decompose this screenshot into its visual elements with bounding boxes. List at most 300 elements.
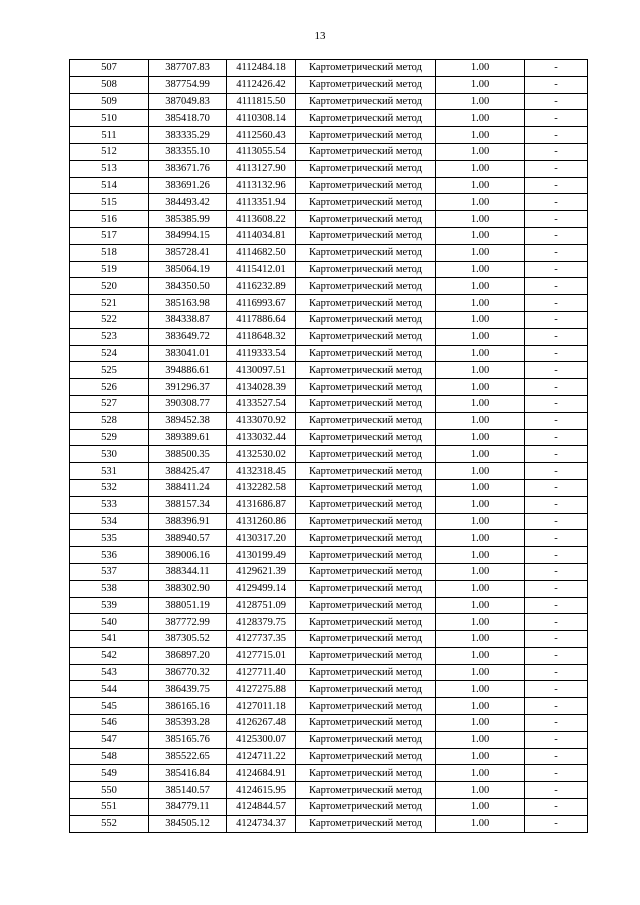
note-cell: - [525, 143, 588, 160]
y-coordinate-cell: 4134028.39 [227, 379, 296, 396]
accuracy-cell: 1.00 [436, 278, 525, 295]
x-coordinate-cell: 386770.32 [149, 664, 227, 681]
x-coordinate-cell: 390308.77 [149, 395, 227, 412]
y-coordinate-cell: 4124711.22 [227, 748, 296, 765]
accuracy-cell: 1.00 [436, 127, 525, 144]
point-number-cell: 532 [70, 479, 149, 496]
y-coordinate-cell: 4126267.48 [227, 715, 296, 732]
method-cell: Картометрический метод [296, 815, 436, 832]
accuracy-cell: 1.00 [436, 664, 525, 681]
method-cell: Картометрический метод [296, 345, 436, 362]
x-coordinate-cell: 383691.26 [149, 177, 227, 194]
method-cell: Картометрический метод [296, 362, 436, 379]
accuracy-cell: 1.00 [436, 631, 525, 648]
y-coordinate-cell: 4112426.42 [227, 76, 296, 93]
method-cell: Картометрический метод [296, 513, 436, 530]
method-cell: Картометрический метод [296, 647, 436, 664]
y-coordinate-cell: 4128379.75 [227, 614, 296, 631]
point-number-cell: 531 [70, 463, 149, 480]
note-cell: - [525, 580, 588, 597]
x-coordinate-cell: 388344.11 [149, 563, 227, 580]
x-coordinate-cell: 385140.57 [149, 782, 227, 799]
point-number-cell: 545 [70, 698, 149, 715]
note-cell: - [525, 362, 588, 379]
method-cell: Картометрический метод [296, 731, 436, 748]
table-row [70, 177, 588, 194]
table-row [70, 362, 588, 379]
accuracy-cell: 1.00 [436, 513, 525, 530]
point-number-cell: 508 [70, 76, 149, 93]
x-coordinate-cell: 385385.99 [149, 211, 227, 228]
accuracy-cell: 1.00 [436, 60, 525, 77]
table-row [70, 681, 588, 698]
accuracy-cell: 1.00 [436, 614, 525, 631]
table-row [70, 664, 588, 681]
point-number-cell: 527 [70, 395, 149, 412]
table-row [70, 278, 588, 295]
table-row [70, 345, 588, 362]
point-number-cell: 518 [70, 244, 149, 261]
table-row [70, 227, 588, 244]
note-cell: - [525, 698, 588, 715]
note-cell: - [525, 664, 588, 681]
note-cell: - [525, 496, 588, 513]
method-cell: Картометрический метод [296, 479, 436, 496]
accuracy-cell: 1.00 [436, 463, 525, 480]
accuracy-cell: 1.00 [436, 227, 525, 244]
note-cell: - [525, 412, 588, 429]
note-cell: - [525, 194, 588, 211]
table-row [70, 261, 588, 278]
point-number-cell: 511 [70, 127, 149, 144]
accuracy-cell: 1.00 [436, 295, 525, 312]
accuracy-cell: 1.00 [436, 395, 525, 412]
table-row [70, 412, 588, 429]
point-number-cell: 525 [70, 362, 149, 379]
accuracy-cell: 1.00 [436, 379, 525, 396]
point-number-cell: 549 [70, 765, 149, 782]
point-number-cell: 544 [70, 681, 149, 698]
note-cell: - [525, 799, 588, 816]
y-coordinate-cell: 4128751.09 [227, 597, 296, 614]
x-coordinate-cell: 388411.24 [149, 479, 227, 496]
x-coordinate-cell: 383671.76 [149, 160, 227, 177]
point-number-cell: 514 [70, 177, 149, 194]
point-number-cell: 521 [70, 295, 149, 312]
x-coordinate-cell: 384338.87 [149, 311, 227, 328]
note-cell: - [525, 513, 588, 530]
note-cell: - [525, 563, 588, 580]
accuracy-cell: 1.00 [436, 563, 525, 580]
y-coordinate-cell: 4130097.51 [227, 362, 296, 379]
y-coordinate-cell: 4110308.14 [227, 110, 296, 127]
table-row [70, 446, 588, 463]
y-coordinate-cell: 4130317.20 [227, 530, 296, 547]
note-cell: - [525, 295, 588, 312]
accuracy-cell: 1.00 [436, 681, 525, 698]
table-row [70, 143, 588, 160]
table-row [70, 513, 588, 530]
accuracy-cell: 1.00 [436, 211, 525, 228]
point-number-cell: 522 [70, 311, 149, 328]
accuracy-cell: 1.00 [436, 731, 525, 748]
y-coordinate-cell: 4129621.39 [227, 563, 296, 580]
method-cell: Картометрический метод [296, 395, 436, 412]
x-coordinate-cell: 385163.98 [149, 295, 227, 312]
method-cell: Картометрический метод [296, 463, 436, 480]
accuracy-cell: 1.00 [436, 530, 525, 547]
note-cell: - [525, 530, 588, 547]
x-coordinate-cell: 387049.83 [149, 93, 227, 110]
y-coordinate-cell: 4124844.57 [227, 799, 296, 816]
method-cell: Картометрический метод [296, 76, 436, 93]
accuracy-cell: 1.00 [436, 328, 525, 345]
point-number-cell: 541 [70, 631, 149, 648]
x-coordinate-cell: 386439.75 [149, 681, 227, 698]
table-row [70, 547, 588, 564]
method-cell: Картометрический метод [296, 328, 436, 345]
x-coordinate-cell: 387754.99 [149, 76, 227, 93]
note-cell: - [525, 244, 588, 261]
y-coordinate-cell: 4113055.54 [227, 143, 296, 160]
y-coordinate-cell: 4127737.35 [227, 631, 296, 648]
point-number-cell: 512 [70, 143, 149, 160]
point-number-cell: 535 [70, 530, 149, 547]
note-cell: - [525, 731, 588, 748]
table-row [70, 563, 588, 580]
point-number-cell: 548 [70, 748, 149, 765]
point-number-cell: 529 [70, 429, 149, 446]
y-coordinate-cell: 4127711.40 [227, 664, 296, 681]
point-number-cell: 550 [70, 782, 149, 799]
y-coordinate-cell: 4119333.54 [227, 345, 296, 362]
note-cell: - [525, 782, 588, 799]
note-cell: - [525, 614, 588, 631]
y-coordinate-cell: 4129499.14 [227, 580, 296, 597]
x-coordinate-cell: 385416.84 [149, 765, 227, 782]
accuracy-cell: 1.00 [436, 748, 525, 765]
x-coordinate-cell: 383355.10 [149, 143, 227, 160]
note-cell: - [525, 110, 588, 127]
table-row [70, 60, 588, 77]
y-coordinate-cell: 4132318.45 [227, 463, 296, 480]
point-number-cell: 528 [70, 412, 149, 429]
y-coordinate-cell: 4114682.50 [227, 244, 296, 261]
x-coordinate-cell: 388396.91 [149, 513, 227, 530]
x-coordinate-cell: 388425.47 [149, 463, 227, 480]
accuracy-cell: 1.00 [436, 799, 525, 816]
point-number-cell: 552 [70, 815, 149, 832]
accuracy-cell: 1.00 [436, 815, 525, 832]
x-coordinate-cell: 388051.19 [149, 597, 227, 614]
y-coordinate-cell: 4132530.02 [227, 446, 296, 463]
y-coordinate-cell: 4112560.43 [227, 127, 296, 144]
method-cell: Картометрический метод [296, 311, 436, 328]
x-coordinate-cell: 384779.11 [149, 799, 227, 816]
table-row [70, 295, 588, 312]
note-cell: - [525, 93, 588, 110]
y-coordinate-cell: 4127715.01 [227, 647, 296, 664]
accuracy-cell: 1.00 [436, 194, 525, 211]
x-coordinate-cell: 384350.50 [149, 278, 227, 295]
table-row [70, 715, 588, 732]
y-coordinate-cell: 4125300.07 [227, 731, 296, 748]
point-number-cell: 520 [70, 278, 149, 295]
y-coordinate-cell: 4112484.18 [227, 60, 296, 77]
table-row [70, 160, 588, 177]
x-coordinate-cell: 383041.01 [149, 345, 227, 362]
accuracy-cell: 1.00 [436, 715, 525, 732]
note-cell: - [525, 681, 588, 698]
point-number-cell: 551 [70, 799, 149, 816]
table-row [70, 799, 588, 816]
point-number-cell: 533 [70, 496, 149, 513]
accuracy-cell: 1.00 [436, 261, 525, 278]
note-cell: - [525, 278, 588, 295]
note-cell: - [525, 765, 588, 782]
y-coordinate-cell: 4118648.32 [227, 328, 296, 345]
note-cell: - [525, 311, 588, 328]
x-coordinate-cell: 388940.57 [149, 530, 227, 547]
page-number: 13 [314, 30, 326, 42]
coordinates-table [69, 59, 588, 833]
x-coordinate-cell: 388500.35 [149, 446, 227, 463]
point-number-cell: 540 [70, 614, 149, 631]
accuracy-cell: 1.00 [436, 311, 525, 328]
accuracy-cell: 1.00 [436, 93, 525, 110]
point-number-cell: 534 [70, 513, 149, 530]
accuracy-cell: 1.00 [436, 76, 525, 93]
note-cell: - [525, 597, 588, 614]
table-row [70, 244, 588, 261]
table-row [70, 379, 588, 396]
x-coordinate-cell: 385393.28 [149, 715, 227, 732]
point-number-cell: 523 [70, 328, 149, 345]
point-number-cell: 536 [70, 547, 149, 564]
x-coordinate-cell: 385522.65 [149, 748, 227, 765]
table-row [70, 429, 588, 446]
method-cell: Картометрический метод [296, 295, 436, 312]
x-coordinate-cell: 387772.99 [149, 614, 227, 631]
point-number-cell: 519 [70, 261, 149, 278]
table-row [70, 311, 588, 328]
point-number-cell: 517 [70, 227, 149, 244]
accuracy-cell: 1.00 [436, 765, 525, 782]
point-number-cell: 513 [70, 160, 149, 177]
x-coordinate-cell: 389389.61 [149, 429, 227, 446]
x-coordinate-cell: 391296.37 [149, 379, 227, 396]
accuracy-cell: 1.00 [436, 446, 525, 463]
table-row [70, 614, 588, 631]
table-row [70, 597, 588, 614]
method-cell: Картометрический метод [296, 194, 436, 211]
point-number-cell: 515 [70, 194, 149, 211]
y-coordinate-cell: 4133070.92 [227, 412, 296, 429]
x-coordinate-cell: 384505.12 [149, 815, 227, 832]
x-coordinate-cell: 389006.16 [149, 547, 227, 564]
point-number-cell: 524 [70, 345, 149, 362]
method-cell: Картометрический метод [296, 177, 436, 194]
note-cell: - [525, 261, 588, 278]
note-cell: - [525, 463, 588, 480]
table-row [70, 647, 588, 664]
note-cell: - [525, 631, 588, 648]
x-coordinate-cell: 385064.19 [149, 261, 227, 278]
x-coordinate-cell: 386897.20 [149, 647, 227, 664]
point-number-cell: 543 [70, 664, 149, 681]
method-cell: Картометрический метод [296, 429, 436, 446]
table-row [70, 127, 588, 144]
method-cell: Картометрический метод [296, 211, 436, 228]
accuracy-cell: 1.00 [436, 698, 525, 715]
method-cell: Картометрический метод [296, 261, 436, 278]
y-coordinate-cell: 4133032.44 [227, 429, 296, 446]
table-row [70, 479, 588, 496]
y-coordinate-cell: 4117886.64 [227, 311, 296, 328]
method-cell: Картометрический метод [296, 563, 436, 580]
note-cell: - [525, 815, 588, 832]
method-cell: Картометрический метод [296, 547, 436, 564]
y-coordinate-cell: 4113127.90 [227, 160, 296, 177]
method-cell: Картометрический метод [296, 698, 436, 715]
y-coordinate-cell: 4115412.01 [227, 261, 296, 278]
table-row [70, 782, 588, 799]
x-coordinate-cell: 386165.16 [149, 698, 227, 715]
table-row [70, 731, 588, 748]
note-cell: - [525, 429, 588, 446]
accuracy-cell: 1.00 [436, 647, 525, 664]
table-row [70, 580, 588, 597]
y-coordinate-cell: 4127275.88 [227, 681, 296, 698]
note-cell: - [525, 177, 588, 194]
table-row [70, 631, 588, 648]
method-cell: Картометрический метод [296, 530, 436, 547]
method-cell: Картометрический метод [296, 93, 436, 110]
x-coordinate-cell: 383335.29 [149, 127, 227, 144]
table-row [70, 76, 588, 93]
method-cell: Картометрический метод [296, 715, 436, 732]
y-coordinate-cell: 4127011.18 [227, 698, 296, 715]
y-coordinate-cell: 4124615.95 [227, 782, 296, 799]
y-coordinate-cell: 4114034.81 [227, 227, 296, 244]
accuracy-cell: 1.00 [436, 362, 525, 379]
table-row [70, 110, 588, 127]
method-cell: Картометрический метод [296, 244, 436, 261]
point-number-cell: 516 [70, 211, 149, 228]
y-coordinate-cell: 4131686.87 [227, 496, 296, 513]
method-cell: Картометрический метод [296, 160, 436, 177]
x-coordinate-cell: 388302.90 [149, 580, 227, 597]
y-coordinate-cell: 4133527.54 [227, 395, 296, 412]
method-cell: Картометрический метод [296, 765, 436, 782]
note-cell: - [525, 395, 588, 412]
note-cell: - [525, 160, 588, 177]
x-coordinate-cell: 385165.76 [149, 731, 227, 748]
y-coordinate-cell: 4124734.37 [227, 815, 296, 832]
note-cell: - [525, 227, 588, 244]
accuracy-cell: 1.00 [436, 496, 525, 513]
x-coordinate-cell: 385728.41 [149, 244, 227, 261]
table-row [70, 463, 588, 480]
accuracy-cell: 1.00 [436, 580, 525, 597]
note-cell: - [525, 547, 588, 564]
method-cell: Картометрический метод [296, 110, 436, 127]
method-cell: Картометрический метод [296, 782, 436, 799]
x-coordinate-cell: 387707.83 [149, 60, 227, 77]
table-row [70, 748, 588, 765]
note-cell: - [525, 479, 588, 496]
note-cell: - [525, 379, 588, 396]
method-cell: Картометрический метод [296, 143, 436, 160]
accuracy-cell: 1.00 [436, 244, 525, 261]
point-number-cell: 530 [70, 446, 149, 463]
method-cell: Картометрический метод [296, 496, 436, 513]
accuracy-cell: 1.00 [436, 597, 525, 614]
table-row [70, 765, 588, 782]
table-row [70, 530, 588, 547]
y-coordinate-cell: 4116993.67 [227, 295, 296, 312]
table-row [70, 328, 588, 345]
note-cell: - [525, 211, 588, 228]
accuracy-cell: 1.00 [436, 412, 525, 429]
table-row [70, 395, 588, 412]
note-cell: - [525, 715, 588, 732]
point-number-cell: 510 [70, 110, 149, 127]
y-coordinate-cell: 4130199.49 [227, 547, 296, 564]
x-coordinate-cell: 384994.15 [149, 227, 227, 244]
x-coordinate-cell: 388157.34 [149, 496, 227, 513]
accuracy-cell: 1.00 [436, 782, 525, 799]
method-cell: Картометрический метод [296, 614, 436, 631]
method-cell: Картометрический метод [296, 379, 436, 396]
point-number-cell: 507 [70, 60, 149, 77]
method-cell: Картометрический метод [296, 748, 436, 765]
y-coordinate-cell: 4132282.58 [227, 479, 296, 496]
table-row [70, 496, 588, 513]
x-coordinate-cell: 384493.42 [149, 194, 227, 211]
method-cell: Картометрический метод [296, 412, 436, 429]
y-coordinate-cell: 4113351.94 [227, 194, 296, 211]
note-cell: - [525, 647, 588, 664]
point-number-cell: 547 [70, 731, 149, 748]
method-cell: Картометрический метод [296, 597, 436, 614]
accuracy-cell: 1.00 [436, 160, 525, 177]
y-coordinate-cell: 4113132.96 [227, 177, 296, 194]
note-cell: - [525, 748, 588, 765]
point-number-cell: 542 [70, 647, 149, 664]
accuracy-cell: 1.00 [436, 345, 525, 362]
x-coordinate-cell: 394886.61 [149, 362, 227, 379]
accuracy-cell: 1.00 [436, 110, 525, 127]
accuracy-cell: 1.00 [436, 547, 525, 564]
accuracy-cell: 1.00 [436, 429, 525, 446]
point-number-cell: 546 [70, 715, 149, 732]
x-coordinate-cell: 385418.70 [149, 110, 227, 127]
note-cell: - [525, 60, 588, 77]
method-cell: Картометрический метод [296, 664, 436, 681]
method-cell: Картометрический метод [296, 580, 436, 597]
x-coordinate-cell: 383649.72 [149, 328, 227, 345]
y-coordinate-cell: 4124684.91 [227, 765, 296, 782]
accuracy-cell: 1.00 [436, 479, 525, 496]
table-row [70, 815, 588, 832]
point-number-cell: 539 [70, 597, 149, 614]
x-coordinate-cell: 387305.52 [149, 631, 227, 648]
point-number-cell: 509 [70, 93, 149, 110]
y-coordinate-cell: 4113608.22 [227, 211, 296, 228]
y-coordinate-cell: 4116232.89 [227, 278, 296, 295]
method-cell: Картометрический метод [296, 227, 436, 244]
